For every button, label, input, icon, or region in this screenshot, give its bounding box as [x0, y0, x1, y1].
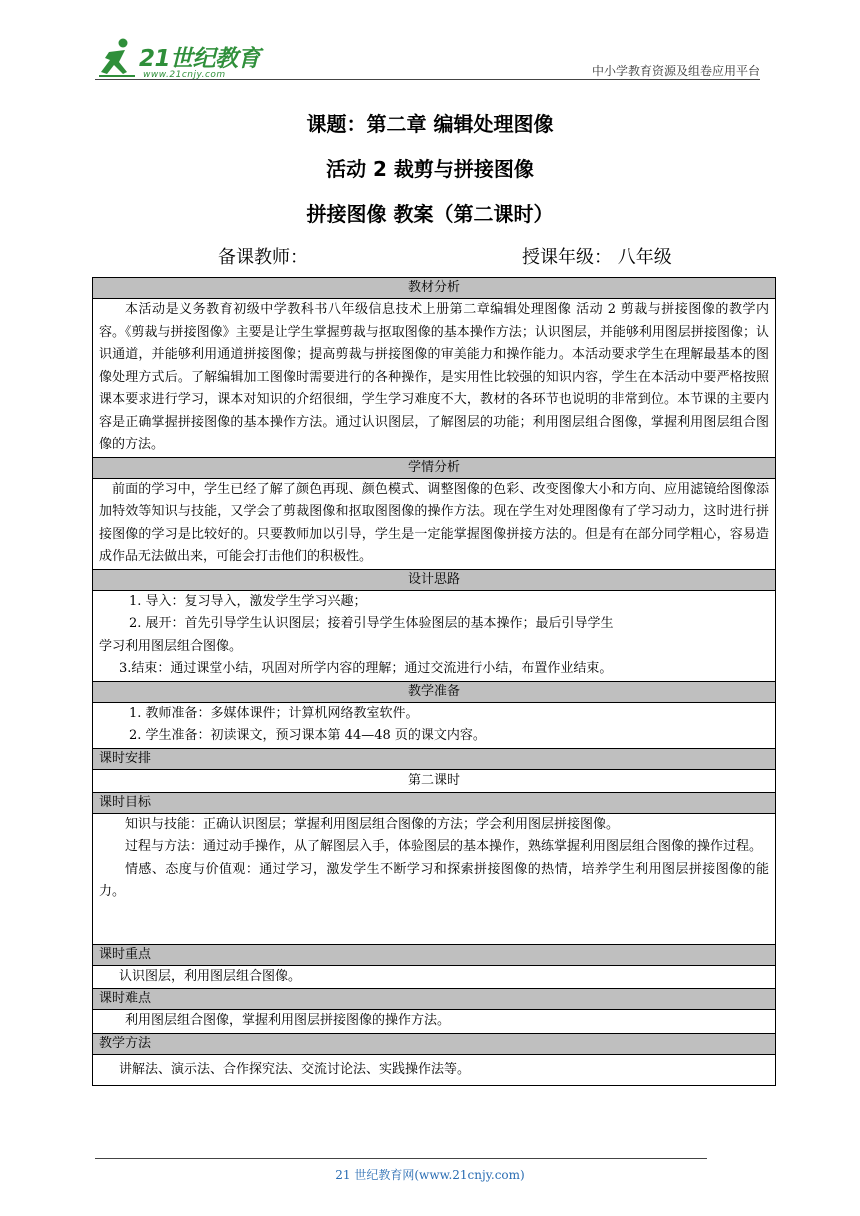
grade-label: 授课年级： 八年级 — [522, 247, 672, 268]
section-body-textbook-analysis — [93, 299, 776, 458]
header-divider — [95, 79, 760, 80]
methods-text: 讲解法、演示法、合作探究法、交流讨论法、实践操作法等。 — [119, 1061, 471, 1077]
lesson-title: 课题：第二章 编辑处理图像 — [306, 112, 554, 136]
section-body-learner-analysis — [93, 478, 776, 569]
footer-link[interactable]: 21 世纪教育网(www.21cnjy.com) — [335, 1168, 525, 1182]
page-header — [95, 28, 760, 80]
section-body-methods — [93, 1054, 776, 1085]
objective-knowledge: 知识与技能：正确认识图层；掌握利用图层组合图像的方法；学会利用图层拼接图像。 — [125, 816, 620, 832]
section-header-key-point: 课时重点 — [93, 944, 776, 965]
section-body-design — [93, 590, 776, 681]
section-header-textbook-analysis: 教材分析 — [93, 278, 776, 299]
key-point-text: 认识图层，利用图层组合图像。 — [119, 968, 302, 984]
section-header-objectives: 课时目标 — [93, 792, 776, 813]
objective-process: 过程与方法：通过动手操作，从了解图层入手，体验图层的基本操作，熟练掌握利用图层组合图像的操作过程。 — [125, 839, 763, 854]
section-body-objectives — [93, 813, 776, 944]
teacher-label: 备课教师： — [218, 247, 308, 268]
activity-title: 活动 2 裁剪与拼接图像 — [326, 157, 534, 181]
learner-analysis-text: 前面的学习中，学生已经了解了颜色再现、颜色模式、调整图像的色彩、改变图像大小和方向、应用滤镜给图像添加特效等知识与技能，又学会了剪裁图像和抠取图图像的操作方法。现在学生对处理图像有了学习动力，这时进行拼接图像的学习是比较好的。只要教师加以引导，学生是一定能掌握图像拼接方法的。但是有在部分同学粗心，容易造成作品无法做出来，可能会打击他们的积极性。 — [99, 481, 769, 564]
preparation-item-2: 2. 学生准备：初读课文，预习课本第 44—48 页的课文内容。 — [129, 728, 486, 743]
section-body-key-point — [93, 965, 776, 989]
design-item-2-continued: 学习利用图层组合图像。 — [99, 638, 243, 654]
section-header-preparation: 教学准备 — [93, 681, 776, 702]
logo — [95, 36, 285, 80]
section-header-schedule: 课时安排 — [93, 748, 776, 769]
logo-text: 21世纪教育 — [139, 46, 261, 72]
section-header-learner-analysis: 学情分析 — [93, 457, 776, 478]
design-item-1: 1. 导入：复习导入，激发学生学习兴趣； — [129, 593, 367, 609]
difficulty-text: 利用图层组合图像，掌握利用图层拼接图像的操作方法。 — [125, 1013, 451, 1028]
plan-title: 拼接图像 教案（第二课时） — [306, 202, 554, 226]
design-item-3: 3.结束：通过课堂小结，巩固对所学内容的理解；通过交流进行小结，布置作业结束。 — [119, 661, 613, 676]
section-body-difficulty — [93, 1010, 776, 1034]
platform-name: 中小学教育资源及组卷应用平台 — [591, 64, 760, 78]
schedule-value: 第二课时 — [93, 769, 776, 792]
design-item-2: 2. 展开：首先引导学生认识图层；接着引导学生体验图层的基本操作；最后引导学生 — [129, 616, 614, 631]
section-body-preparation — [93, 702, 776, 748]
runner-logo-icon — [95, 36, 139, 80]
textbook-analysis-text: 本活动是义务教育初级中学教科书八年级信息技术上册第二章编辑处理图像 活动 2 剪裁与拼接图像的教学内容。《剪裁与拼接图像》主要是让学生掌握剪裁与抠取图像的基本操作方法；认识图层，并能够利用图层拼接图像；认识通道，并能够利用通道拼接图像；提高剪裁与拼接图像的审美能力和操作能力。本活动要求学生在理解最基本的图像处理方式后。了解编辑加工图像时需要进行的各种操作，是实用性比较强的知识内容，学生在本活动中要严格按照课本要求进行学习，课本对知识的介绍很细，学生学习难度不大，教材的各环节也说明的非常到位。本节课的主要内容是正确掌握拼接图像的基本操作方法。通过认识图层，了解图层的功能；利用图层组合图像，掌握利用图层组合图像的方法。 — [99, 302, 769, 452]
preparation-item-1: 1. 教师准备：多媒体课件；计算机网络教室软件。 — [129, 705, 419, 721]
section-header-difficulty: 课时难点 — [93, 989, 776, 1010]
section-header-methods: 教学方法 — [93, 1033, 776, 1054]
logo-url: www.21cnjy.com — [143, 70, 226, 80]
lesson-plan-table — [92, 277, 776, 1086]
objective-attitude: 情感、态度与价值观：通过学习，激发学生不断学习和探索拼接图像的热情，培养学生利用图层拼接图像的能力。 — [99, 861, 769, 899]
section-header-design: 设计思路 — [93, 569, 776, 590]
footer-divider — [95, 1158, 707, 1159]
